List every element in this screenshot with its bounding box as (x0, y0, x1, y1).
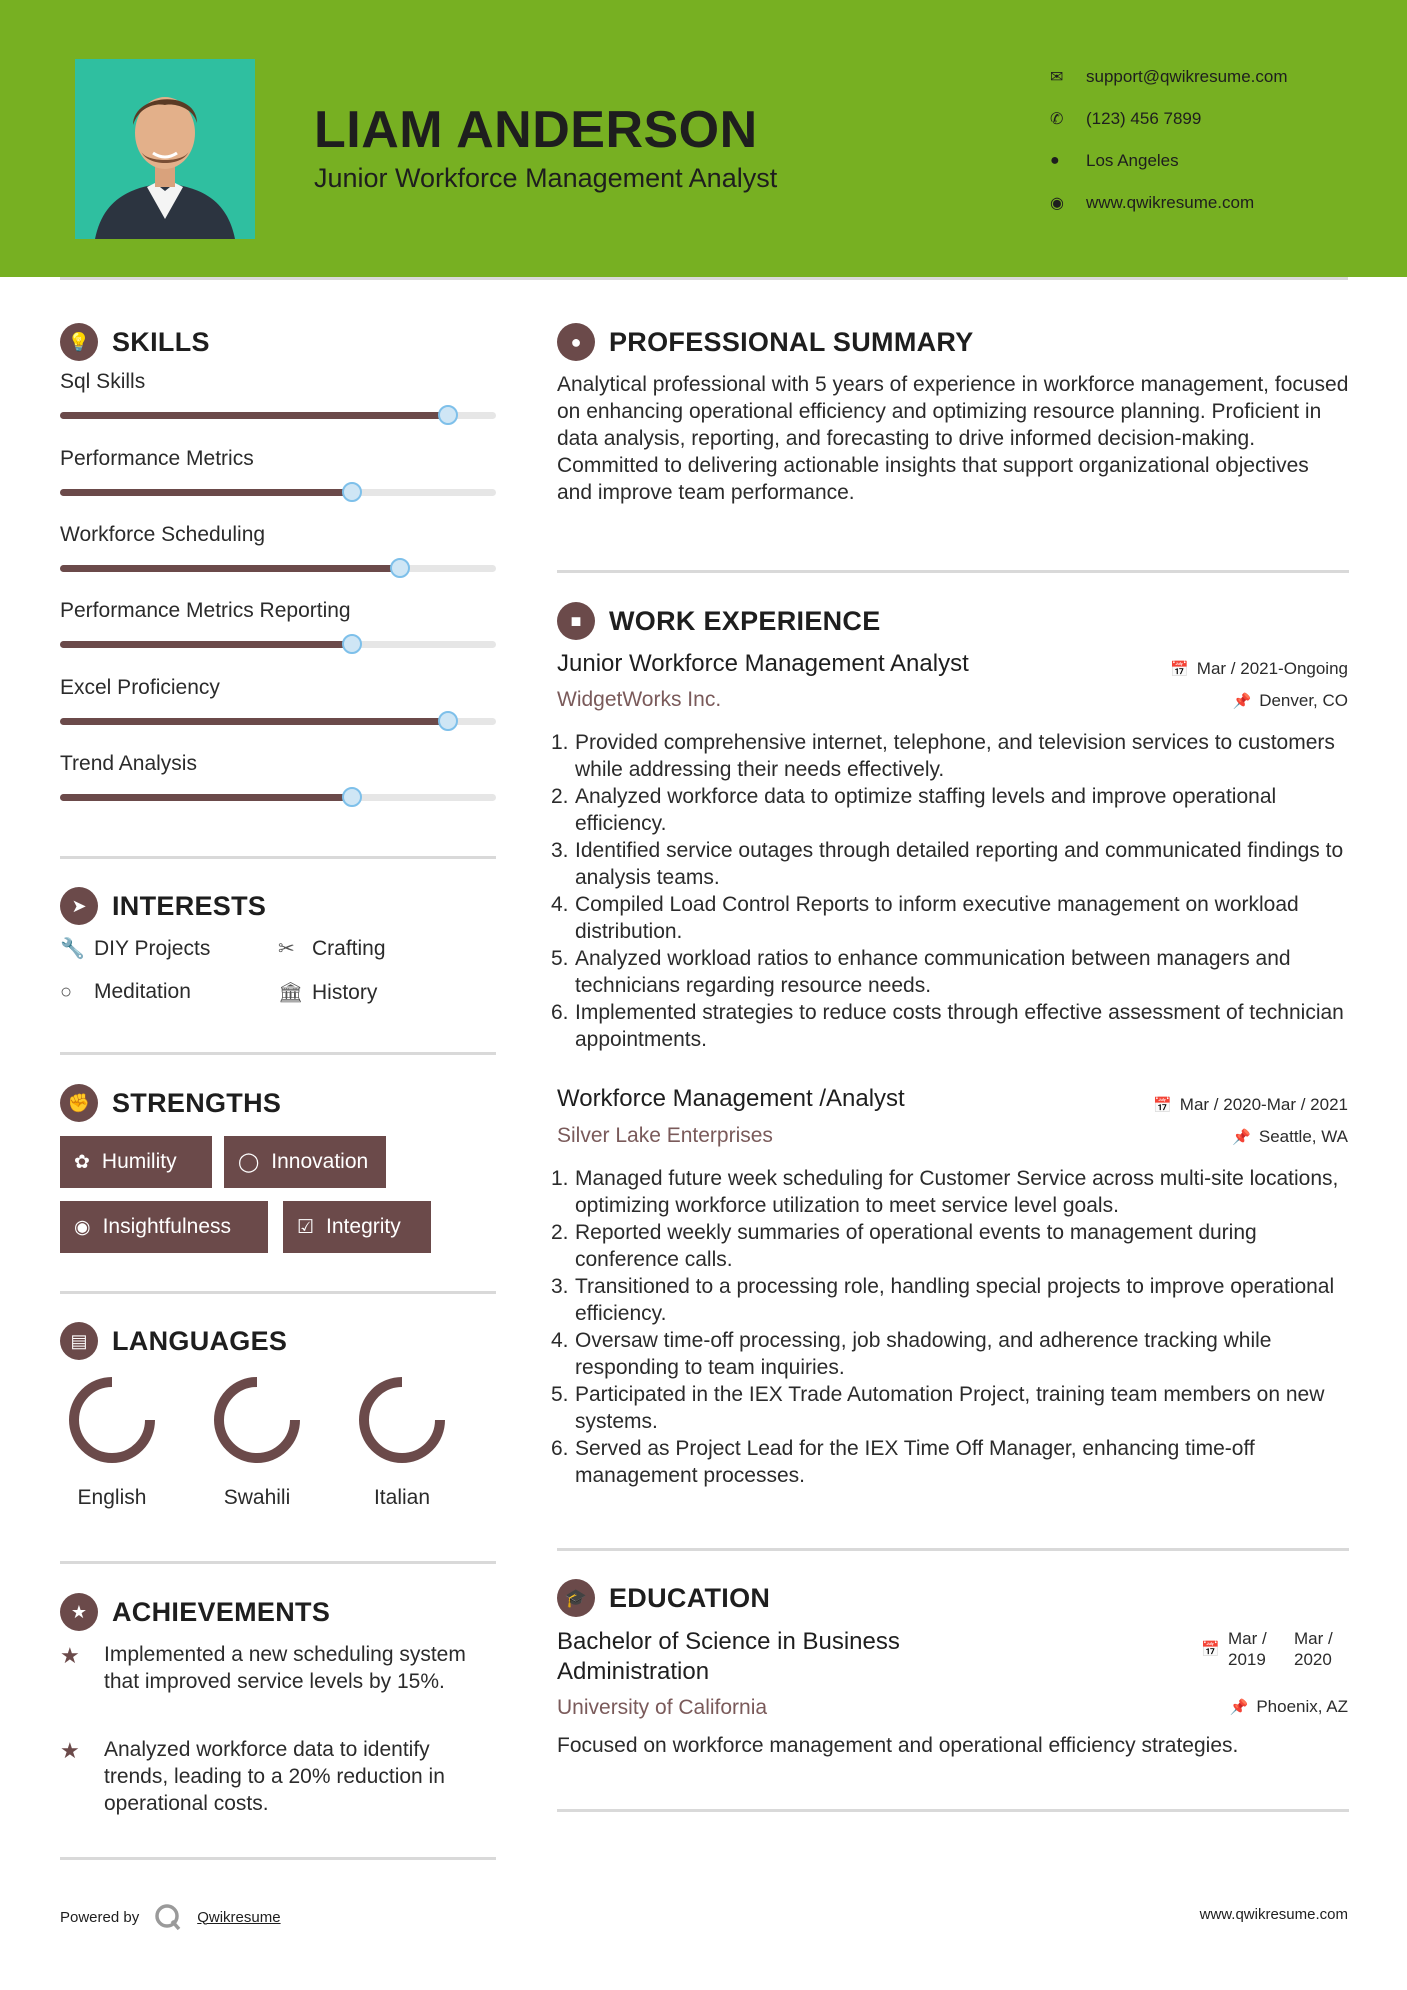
education-location-text: Phoenix, AZ (1256, 1697, 1348, 1716)
language-gauge (354, 1372, 450, 1468)
job-bullet: 3. Transitioned to a processing role, handling special projects to improve operational efficiency. (551, 1275, 1335, 1325)
section-divider (60, 1291, 496, 1294)
strength-label: Humility (101, 1150, 177, 1173)
interest-label: Meditation (94, 980, 191, 1003)
skill-bar (60, 412, 496, 419)
skill-item (60, 370, 496, 419)
strength-badge (60, 1201, 268, 1253)
header-divider (60, 277, 1348, 280)
skill-bar (60, 718, 496, 725)
experience-heading (557, 602, 881, 640)
skill-bar (60, 794, 496, 801)
summary-title: PROFESSIONAL SUMMARY (609, 326, 974, 357)
contact-website-text: www.qwikresume.com (1086, 193, 1255, 212)
lightbulb-icon: ◯ (238, 1151, 260, 1173)
achievement-text: Analyzed workforce data to identify trends, leading to a 20% reduction in operational costs. (104, 1738, 445, 1815)
section-divider (60, 856, 496, 859)
skill-bar-knob (342, 634, 362, 654)
strengths-heading (60, 1084, 281, 1122)
language-gauge-arc (364, 1382, 440, 1458)
job-bullet-text: Analyzed workload ratios to enhance communication between managers and technicians regarding resource needs. (575, 947, 1291, 997)
job-bullet: 4. Compiled Load Control Reports to inform executive management on workload distribution. (551, 893, 1299, 943)
skill-bar-fill (60, 565, 400, 572)
qwikresume-logo-icon (153, 1902, 183, 1932)
job-dates (1170, 659, 1348, 679)
language-label: Italian (373, 1486, 431, 1509)
skill-item (60, 599, 496, 648)
education-end: Mar / 2020 (1294, 1629, 1333, 1669)
language-gauge-arc (219, 1382, 295, 1458)
interest-label: Crafting (312, 936, 386, 960)
pushpin-icon: 📌 (1232, 1129, 1251, 1146)
contact-email-text: support@qwikresume.com (1086, 67, 1288, 86)
contact-phone[interactable] (1050, 98, 1288, 140)
skill-bar-knob (390, 558, 410, 578)
job-bullet-text: Implemented strategies to reduce costs through effective assessment of technician appointments. (575, 1001, 1344, 1051)
contact-list (1050, 56, 1288, 224)
interest-item (60, 980, 191, 1004)
job-location (1233, 691, 1349, 711)
map-pin-icon: ● (1050, 152, 1060, 169)
skill-label: Performance Metrics (60, 447, 254, 470)
graduate-icon: 🎓 (557, 1579, 595, 1617)
job-bullets (551, 729, 1349, 1053)
interest-item (60, 936, 210, 961)
job-bullet-text: Analyzed workforce data to optimize staffing levels and improve operational efficiency. (575, 785, 1277, 835)
phone-icon: ✆ (1050, 111, 1064, 128)
job-bullet-text: Transitioned to a processing role, handling special projects to improve operational efficiency. (575, 1275, 1335, 1325)
footer-powered-by (60, 1902, 281, 1932)
powered-by-label: Powered by (60, 1908, 140, 1926)
skill-label: Sql Skills (60, 370, 146, 393)
profile-photo (75, 59, 255, 239)
strength-badge (224, 1136, 386, 1188)
paper-plane-icon: ➤ (60, 887, 98, 925)
strength-label: Innovation (271, 1150, 369, 1173)
skill-item (60, 752, 496, 801)
skill-item (60, 523, 496, 572)
section-divider (60, 1857, 496, 1860)
skill-bar-fill (60, 412, 448, 419)
section-divider (557, 1809, 1349, 1812)
job-bullet: 2. Reported weekly summaries of operational events to management during conference calls. (551, 1221, 1257, 1271)
section-divider (557, 1548, 1349, 1551)
resume-header (0, 0, 1407, 277)
skill-label: Trend Analysis (60, 752, 197, 775)
contact-phone-text: (123) 456 7899 (1086, 109, 1202, 128)
check-square-icon: ☑ (297, 1216, 315, 1238)
experience-title: WORK EXPERIENCE (609, 605, 881, 636)
job-title: Workforce Management /Analyst (557, 1085, 905, 1112)
job-bullet-text: Identified service outages through detailed reporting and communicated findings to analysis teams. (575, 839, 1344, 889)
skill-bar (60, 641, 496, 648)
job-bullet: 4. Oversaw time-off processing, job shadowing, and adherence tracking while responding to team inquiries. (551, 1329, 1272, 1379)
eye-icon: ◉ (74, 1216, 91, 1238)
achievements-heading (60, 1593, 330, 1631)
education-degree: Bachelor of Science in Business Administration (557, 1628, 900, 1685)
interest-label: History (312, 980, 378, 1004)
job-bullet: 5. Analyzed workload ratios to enhance communication between managers and technicians regarding resource needs. (551, 947, 1291, 997)
languages-heading (60, 1322, 287, 1360)
skill-item (60, 447, 496, 496)
job-dates-text: Mar / 2020-Mar / 2021 (1179, 1095, 1348, 1114)
museum-icon: 🏛 (278, 982, 304, 1004)
job-company: WidgetWorks Inc. (557, 688, 722, 711)
candidate-name: LIAM ANDERSON (314, 101, 758, 159)
job-bullets (551, 1165, 1349, 1489)
language-item (202, 1372, 312, 1510)
skill-item (60, 676, 496, 725)
calendar-icon: 📅 (1170, 661, 1189, 678)
achievement-text: Implemented a new scheduling system that improved service levels by 15%. (104, 1643, 466, 1693)
office-chair-icon: ■ (557, 602, 595, 640)
skill-bar-knob (438, 405, 458, 425)
education-description: Focused on workforce management and operational efficiency strategies. (557, 1734, 1239, 1757)
interest-item (278, 980, 377, 1005)
section-divider (60, 1052, 496, 1055)
language-gauge (209, 1372, 305, 1468)
skill-bar-fill (60, 641, 352, 648)
section-divider (60, 1561, 496, 1564)
star-icon: ★ (60, 1738, 80, 1763)
globe-icon: ◉ (1050, 195, 1064, 212)
scissors-icon: ✂ (278, 938, 295, 960)
achievement-item (60, 1641, 500, 1695)
contact-location (1050, 140, 1288, 182)
interests-title: INTERESTS (112, 890, 267, 921)
achievements-title: ACHIEVEMENTS (112, 1596, 331, 1627)
job-bullet: 2. Analyzed workforce data to optimize staffing levels and improve operational efficiency. (551, 785, 1277, 835)
star-icon: ★ (60, 1643, 80, 1668)
language-item (347, 1372, 457, 1510)
contact-location-text: Los Angeles (1086, 151, 1179, 170)
strength-label: Insightfulness (102, 1215, 232, 1238)
calendar-icon: 📅 (1201, 1641, 1220, 1658)
pushpin-icon: 📌 (1232, 693, 1252, 710)
skill-bar-knob (438, 711, 458, 731)
education-dates (1201, 1628, 1348, 1670)
user-icon: ● (557, 323, 595, 361)
job-dates-text: Mar / 2021-Ongoing (1196, 659, 1348, 678)
interest-label: DIY Projects (94, 936, 211, 960)
candidate-title: Junior Workforce Management Analyst (314, 163, 778, 193)
skill-bar-fill (60, 489, 352, 496)
job-location-text: Seattle, WA (1258, 1127, 1348, 1146)
job-bullet-text: Served as Project Lead for the IEX Time Off Manager, enhancing time-off management processes. (575, 1437, 1255, 1487)
job-bullet-text: Oversaw time-off processing, job shadowing, and adherence tracking while responding to team inquiries. (575, 1329, 1272, 1379)
star-badge-icon: ★ (60, 1593, 98, 1631)
education-location (1230, 1697, 1348, 1717)
language-label: Swahili (223, 1486, 291, 1509)
strength-badge (60, 1136, 212, 1188)
achievement-item (60, 1736, 500, 1817)
section-divider (557, 570, 1349, 573)
strength-label: Integrity (326, 1215, 401, 1238)
job-bullet-text: Participated in the IEX Trade Automation Project, training team members on new systems. (575, 1383, 1325, 1433)
skill-bar-knob (342, 482, 362, 502)
skill-bar-fill (60, 718, 448, 725)
envelope-icon: ✉ (1050, 69, 1064, 86)
footer-url[interactable]: www.qwikresume.com (1199, 1906, 1348, 1923)
skill-bar-knob (342, 787, 362, 807)
interests-heading (60, 887, 266, 925)
education-title: EDUCATION (609, 1582, 771, 1613)
job-bullet: 1. Provided comprehensive internet, telephone, and television services to customers while addressing their needs effectively. (551, 731, 1335, 781)
education-school: University of California (557, 1696, 768, 1719)
skills-heading (60, 323, 210, 361)
education-start: Mar / 2019 (1228, 1629, 1267, 1669)
circle-icon: ○ (60, 980, 73, 1003)
skill-label: Workforce Scheduling (60, 523, 266, 546)
job-bullet: 3. Identified service outages through detailed reporting and communicated findings to analysis teams. (551, 839, 1344, 889)
job-location-text: Denver, CO (1259, 691, 1348, 710)
footer-brand-link[interactable]: Qwikresume (197, 1908, 281, 1926)
job-bullet: 6. Served as Project Lead for the IEX Time Off Manager, enhancing time-off management processes. (551, 1437, 1255, 1487)
id-card-icon: ▤ (60, 1322, 98, 1360)
summary-heading (557, 323, 974, 361)
job-bullet-text: Provided comprehensive internet, telephone, and television services to customers while addressing their needs effectively. (575, 731, 1335, 781)
job-company: Silver Lake Enterprises (557, 1124, 773, 1147)
strength-badge (283, 1201, 431, 1253)
job-bullet: 5. Participated in the IEX Trade Automation Project, training team members on new systems. (551, 1383, 1325, 1433)
lightbulb-icon: 💡 (60, 323, 98, 361)
language-gauge (64, 1372, 160, 1468)
skill-bar (60, 565, 496, 572)
skill-bar (60, 489, 496, 496)
language-item (57, 1372, 167, 1510)
leaf-icon: ✿ (74, 1151, 90, 1173)
skill-label: Performance Metrics Reporting (60, 599, 351, 622)
job-bullet: 6. Implemented strategies to reduce costs through effective assessment of technician appointments. (551, 1001, 1344, 1051)
skills-title: SKILLS (112, 326, 210, 357)
wrench-icon: 🔧 (60, 938, 85, 960)
job-bullet-text: Managed future week scheduling for Customer Service across multi-site locations, optimizing workforce utilization to meet service level goals. (575, 1167, 1339, 1217)
summary-text: Analytical professional with 5 years of experience in workforce management, focused on enhancing operational efficiency and optimizing resource planning. Proficient in data analysis, reporting, and forecasting to drive informed decision-making. Committed to delivering actionable insights that support organizational objectives and improve team performance. (557, 373, 1349, 504)
calendar-icon: 📅 (1153, 1097, 1172, 1114)
contact-website[interactable] (1050, 182, 1288, 224)
pushpin-icon: 📌 (1229, 1699, 1249, 1716)
avatar-portrait (75, 59, 255, 239)
languages-title: LANGUAGES (112, 1325, 288, 1356)
job-bullet: 1. Managed future week scheduling for Customer Service across multi-site locations, optimizing workforce utilization to meet service level goals. (551, 1167, 1339, 1217)
job-bullet-text: Reported weekly summaries of operational events to management during conference calls. (575, 1221, 1257, 1271)
skill-label: Excel Proficiency (60, 676, 220, 699)
fist-icon: ✊ (60, 1084, 98, 1122)
job-location (1232, 1127, 1348, 1147)
interest-item (278, 936, 386, 961)
skill-bar-fill (60, 794, 352, 801)
job-dates (1153, 1095, 1348, 1115)
language-label: English (77, 1486, 147, 1509)
education-heading (557, 1579, 770, 1617)
job-title: Junior Workforce Management Analyst (557, 650, 969, 677)
contact-email[interactable] (1050, 56, 1288, 98)
job-bullet-text: Compiled Load Control Reports to inform executive management on workload distribution. (575, 893, 1299, 943)
strengths-title: STRENGTHS (112, 1087, 282, 1118)
language-gauge-arc (74, 1382, 150, 1458)
